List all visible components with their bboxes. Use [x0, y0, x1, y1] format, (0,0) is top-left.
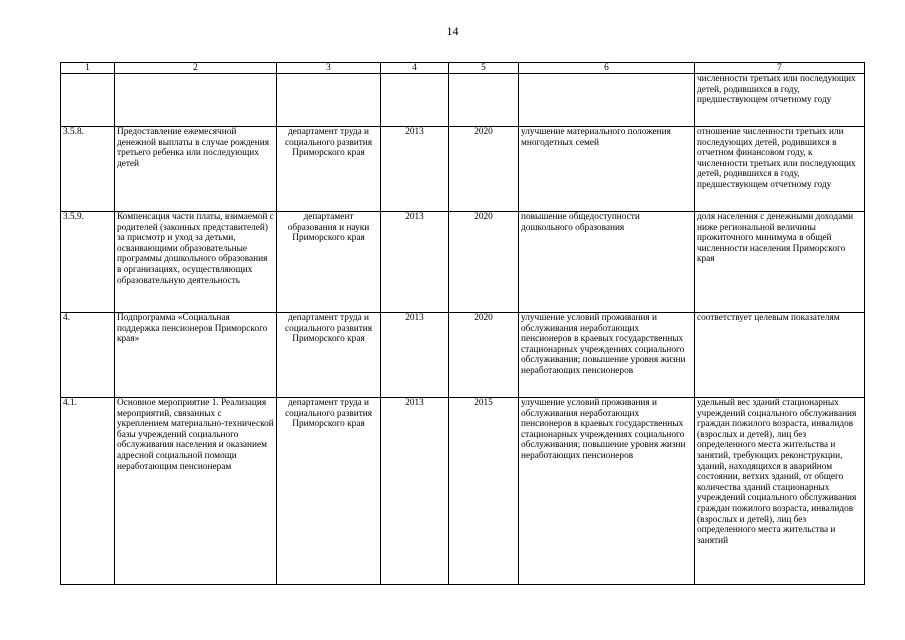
cell-result: улучшение материального положения многодетных семей	[519, 127, 695, 212]
cell-start-year: 2013	[381, 398, 449, 585]
cell-number: 3.5.9.	[61, 212, 115, 313]
header-row	[61, 63, 865, 74]
cell-name	[115, 74, 277, 127]
cell-start-year: 2013	[381, 313, 449, 398]
header-col-4: 4	[381, 63, 449, 74]
cell-end-year: 2020	[449, 127, 519, 212]
cell-start-year	[381, 74, 449, 127]
cell-start-year: 2013	[381, 212, 449, 313]
table-row	[61, 398, 865, 585]
cell-name: Предоставление ежемесячной денежной выплаты в случае рождения третьего ребенка или последующих детей	[115, 127, 277, 212]
cell-executor	[277, 74, 381, 127]
cell-number	[61, 74, 115, 127]
cell-indicator: удельный вес зданий стационарных учреждений социального обслуживания граждан пожилого возраста, инвалидов (взрослых и детей), лиц без определенного места жительства и занятий, требующих реконструкции, зданий, находящихся в аварийном состоянии, ветхих зданий, от общего количества зданий стационарных учреждений социального обслуживания граждан пожилого возраста, инвалидов (взрослых и детей), лиц без определенного места жительства и занятий	[695, 398, 865, 585]
cell-number: 4.1.	[61, 398, 115, 585]
cell-number: 3.5.8.	[61, 127, 115, 212]
cell-end-year	[449, 74, 519, 127]
cell-indicator: доля населения с денежными доходами ниже региональной величины прожиточного минимума в общей численности населения Приморского края	[695, 212, 865, 313]
table-row	[61, 74, 865, 127]
cell-executor: департамент труда и социального развития Приморского края	[277, 313, 381, 398]
program-table	[60, 62, 865, 585]
cell-start-year: 2013	[381, 127, 449, 212]
cell-executor: департамент труда и социального развития Приморского края	[277, 398, 381, 585]
header-col-6: 6	[519, 63, 695, 74]
table-row	[61, 313, 865, 398]
table-row	[61, 127, 865, 212]
cell-result: повышение общедоступности дошкольного образования	[519, 212, 695, 313]
cell-result: улучшение условий проживания и обслуживания неработающих пенсионеров в краевых государственных стационарных учреждениях социального обслуживания; повышение уровня жизни неработающих пенсионеров	[519, 398, 695, 585]
cell-result: улучшение условий проживания и обслуживания неработающих пенсионеров в краевых государственных стационарных учреждениях социального обслуживания; повышение уровня жизни неработающих пенсионеров	[519, 313, 695, 398]
page-number: 14	[446, 24, 459, 38]
cell-number: 4.	[61, 313, 115, 398]
cell-end-year: 2015	[449, 398, 519, 585]
cell-end-year: 2020	[449, 313, 519, 398]
cell-end-year: 2020	[449, 212, 519, 313]
cell-name: Подпрограмма «Социальная поддержка пенсионеров Приморского края»	[115, 313, 277, 398]
header-col-1: 1	[61, 63, 115, 74]
cell-name: Компенсация части платы, взимаемой с родителей (законных представителей) за присмотр и уход за детьми, осваивающими образовательные программы дошкольного образования в организациях, осуществляющих образовательную деятельность	[115, 212, 277, 313]
header-col-2: 2	[115, 63, 277, 74]
table-row	[61, 212, 865, 313]
cell-name: Основное мероприятие 1. Реализация мероприятий, связанных с укреплением материально-технической базы учреждений социального обслуживания населения и оказанием адресной социальной помощи неработающим пенсионерам	[115, 398, 277, 585]
cell-indicator: отношение численности третьих или последующих детей, родившихся в отчетном финансовом году, к численности третьих или последующих детей, родившихся в году, предшествующем отчетному году	[695, 127, 865, 212]
header-col-3: 3	[277, 63, 381, 74]
cell-executor: департамент образования и науки Приморского края	[277, 212, 381, 313]
header-col-5: 5	[449, 63, 519, 74]
cell-indicator: соответствует целевым показателям	[695, 313, 865, 398]
cell-result	[519, 74, 695, 127]
header-col-7: 7	[695, 63, 865, 74]
cell-indicator: численности третьих или последующих детей, родившихся в году, предшествующем отчетному году	[695, 74, 865, 127]
cell-executor: департамент труда и социального развития Приморского края	[277, 127, 381, 212]
